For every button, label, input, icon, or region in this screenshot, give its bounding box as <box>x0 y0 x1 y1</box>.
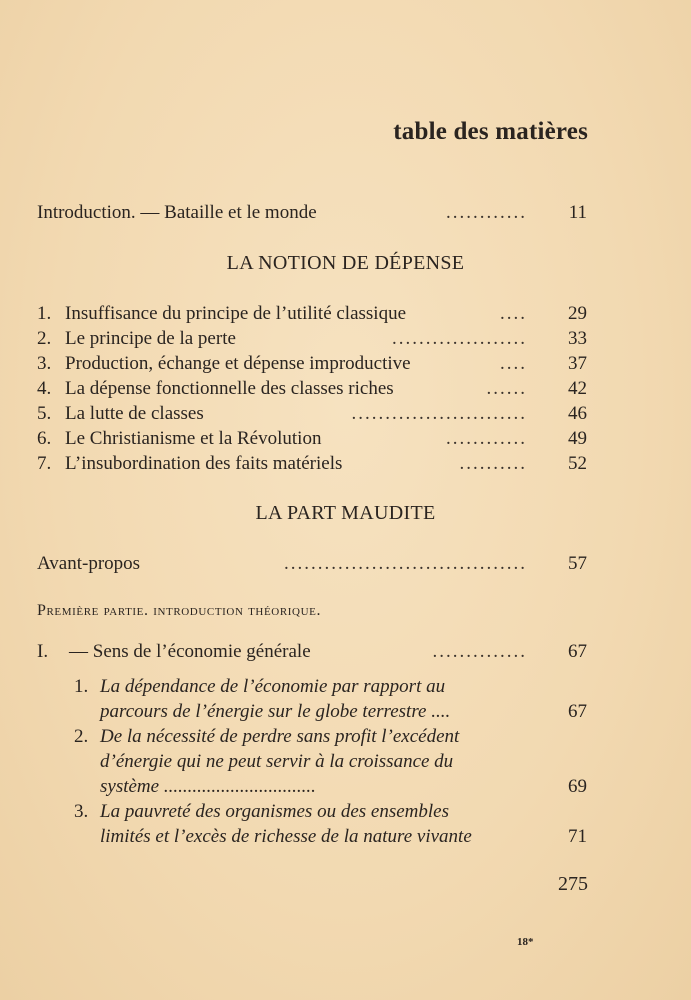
leader-dots: .......................... <box>351 403 527 424</box>
leader-dots: ...... <box>486 378 527 399</box>
entry-line: système ................................ <box>100 776 316 797</box>
entry-page: 37 <box>568 353 587 374</box>
entry-line: d’énergie qui ne peut servir à la croissance du <box>100 751 454 772</box>
entry-text: Production, échange et dépense improductive <box>65 353 411 374</box>
entry-number: 3. <box>37 353 52 374</box>
entry-text: La dépense fonctionnelle des classes riches <box>65 378 394 399</box>
toc-entry <box>37 301 587 326</box>
entry-line: La pauvreté des organismes ou des ensembles <box>100 801 449 822</box>
leader-dots: ............ <box>446 428 527 449</box>
toc-entry <box>37 451 587 476</box>
entry-page: 11 <box>568 202 587 223</box>
entry-text: L’insubordination des faits matériels <box>65 453 343 474</box>
toc-entry <box>37 351 587 376</box>
entry-page: 49 <box>568 428 587 449</box>
entry-page: 46 <box>568 403 587 424</box>
entry-line: De la nécessité de perdre sans profit l’excédent <box>100 726 460 747</box>
entry-page: 69 <box>568 776 587 797</box>
toc-subentry <box>74 724 587 799</box>
leader-dots: .............. <box>432 641 527 662</box>
leader-dots: .... <box>500 353 527 374</box>
leader-dots: .................... <box>392 328 527 349</box>
entry-page: 67 <box>568 701 587 722</box>
leader-dots: .... <box>500 303 527 324</box>
entry-number: 7. <box>37 453 52 474</box>
toc-subentry <box>74 799 587 849</box>
page-title: table des matières <box>393 118 588 145</box>
entry-line: La dépendance de l’économie par rapport au <box>100 676 446 697</box>
page-number: 275 <box>558 873 588 895</box>
toc-entry <box>37 401 587 426</box>
entry-text: — Sens de l’économie générale <box>69 641 311 662</box>
entry-page: 57 <box>568 553 587 574</box>
entry-number: 4. <box>37 378 52 399</box>
toc-entry <box>37 376 587 401</box>
entry-number: 2. <box>37 328 52 349</box>
part-label: Première partie. introduction théorique. <box>37 602 322 619</box>
entry-text: Le principe de la perte <box>65 328 236 349</box>
toc-entry-avant-propos <box>37 551 587 576</box>
leader-dots: .................................... <box>284 553 527 574</box>
entry-number: I. <box>37 641 49 662</box>
entry-text: La lutte de classes <box>65 403 204 424</box>
toc-entry <box>37 426 587 451</box>
section-title: LA NOTION DE DÉPENSE <box>226 252 465 274</box>
entry-number: 5. <box>37 403 52 424</box>
section-title: LA PART MAUDITE <box>255 502 436 524</box>
entry-number: 1. <box>37 303 52 324</box>
entry-number: 3. <box>74 801 89 822</box>
entry-page: 52 <box>568 453 587 474</box>
entry-text: Insuffisance du principe de l’utilité classique <box>65 303 407 324</box>
entry-page: 67 <box>568 641 587 662</box>
leader-dots: .......... <box>459 453 527 474</box>
leader-dots: ............ <box>446 202 527 223</box>
entry-page: 29 <box>568 303 587 324</box>
entry-number: 2. <box>74 726 89 747</box>
toc-entry <box>37 326 587 351</box>
entry-line: limités et l’excès de richesse de la nature vivante <box>100 826 472 847</box>
signature-mark: 18* <box>517 936 534 948</box>
entry-number: 1. <box>74 676 89 697</box>
toc-entry-introduction <box>37 200 587 225</box>
entry-page: 42 <box>568 378 587 399</box>
toc-subentry <box>74 674 587 724</box>
entry-number: 6. <box>37 428 52 449</box>
entry-line: parcours de l’énergie sur le globe terrestre .... <box>100 701 451 722</box>
entry-page: 33 <box>568 328 587 349</box>
entry-page: 71 <box>568 826 587 847</box>
entry-text: Introduction. — Bataille et le monde <box>37 202 317 223</box>
toc-entry-chapter <box>37 639 587 664</box>
entry-text: Avant-propos <box>37 553 141 574</box>
entry-text: Le Christianisme et la Révolution <box>65 428 322 449</box>
